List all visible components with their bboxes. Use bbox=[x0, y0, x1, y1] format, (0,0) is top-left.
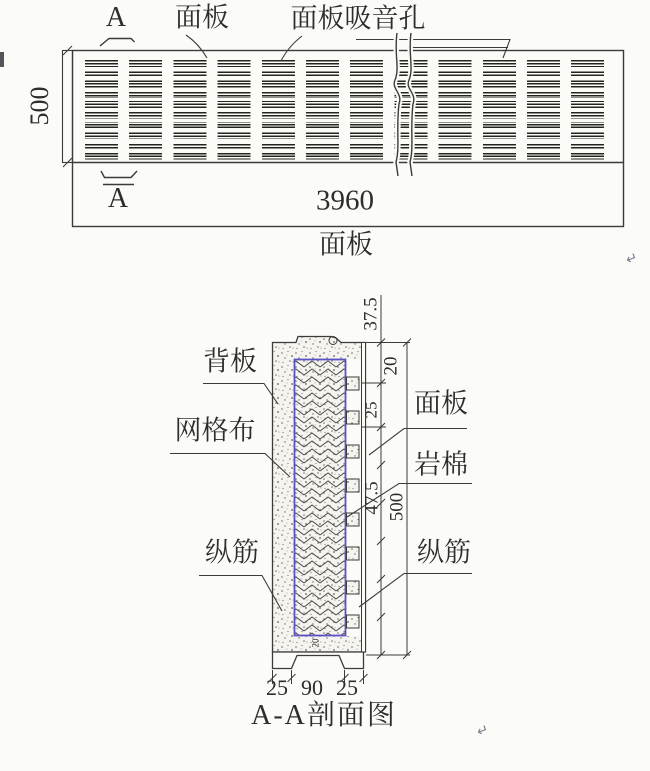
rib-label-left: 纵筋 bbox=[205, 537, 259, 568]
rock-wool-core bbox=[295, 360, 346, 636]
panel-label-top: 面板 bbox=[175, 2, 229, 33]
dim-500: 500 bbox=[386, 492, 408, 522]
height-dim-label: 500 bbox=[25, 86, 54, 126]
dimension-chain-right bbox=[362, 295, 411, 659]
rib-label-right: 纵筋 bbox=[417, 537, 471, 568]
section-letter-top: A bbox=[105, 2, 127, 33]
scan-artifact bbox=[0, 52, 4, 67]
dim-groove-20: 20 bbox=[310, 638, 321, 648]
face-panel-label: 面板 bbox=[414, 388, 468, 419]
paragraph-return-mark: ↵ bbox=[474, 721, 492, 741]
break-line bbox=[394, 33, 414, 176]
dim-bottom-90: 90 bbox=[301, 675, 323, 700]
dim-25: 25 bbox=[361, 401, 381, 419]
dim-47-5: 47.5 bbox=[361, 481, 383, 515]
mesh-cloth-label: 网格布 bbox=[174, 415, 256, 446]
leader-panel-top bbox=[186, 35, 207, 58]
dim-37-5: 37.5 bbox=[360, 297, 382, 331]
rock-wool-label: 岩棉 bbox=[414, 449, 468, 480]
dim-bottom-25-left: 25 bbox=[266, 675, 288, 700]
dimension-height-500 bbox=[63, 46, 73, 167]
section-mark-top bbox=[100, 39, 135, 47]
back-panel-label: 背板 bbox=[203, 346, 257, 377]
section-title: A-A剖面图 bbox=[251, 700, 397, 731]
base-groove bbox=[273, 652, 364, 669]
leader-holes-a bbox=[281, 36, 302, 61]
paragraph-return-mark: ↵ bbox=[623, 249, 641, 269]
leader-holes-b bbox=[356, 40, 510, 59]
width-dim-label: 3960 bbox=[316, 184, 374, 217]
panel-caption: 面板 bbox=[319, 229, 373, 260]
section-letter-bottom: A bbox=[107, 183, 129, 214]
plan-view bbox=[0, 33, 624, 227]
dim-bottom-25-right: 25 bbox=[336, 675, 358, 700]
dim-20: 20 bbox=[380, 356, 402, 376]
holes-label: 面板吸音孔 bbox=[290, 3, 426, 34]
